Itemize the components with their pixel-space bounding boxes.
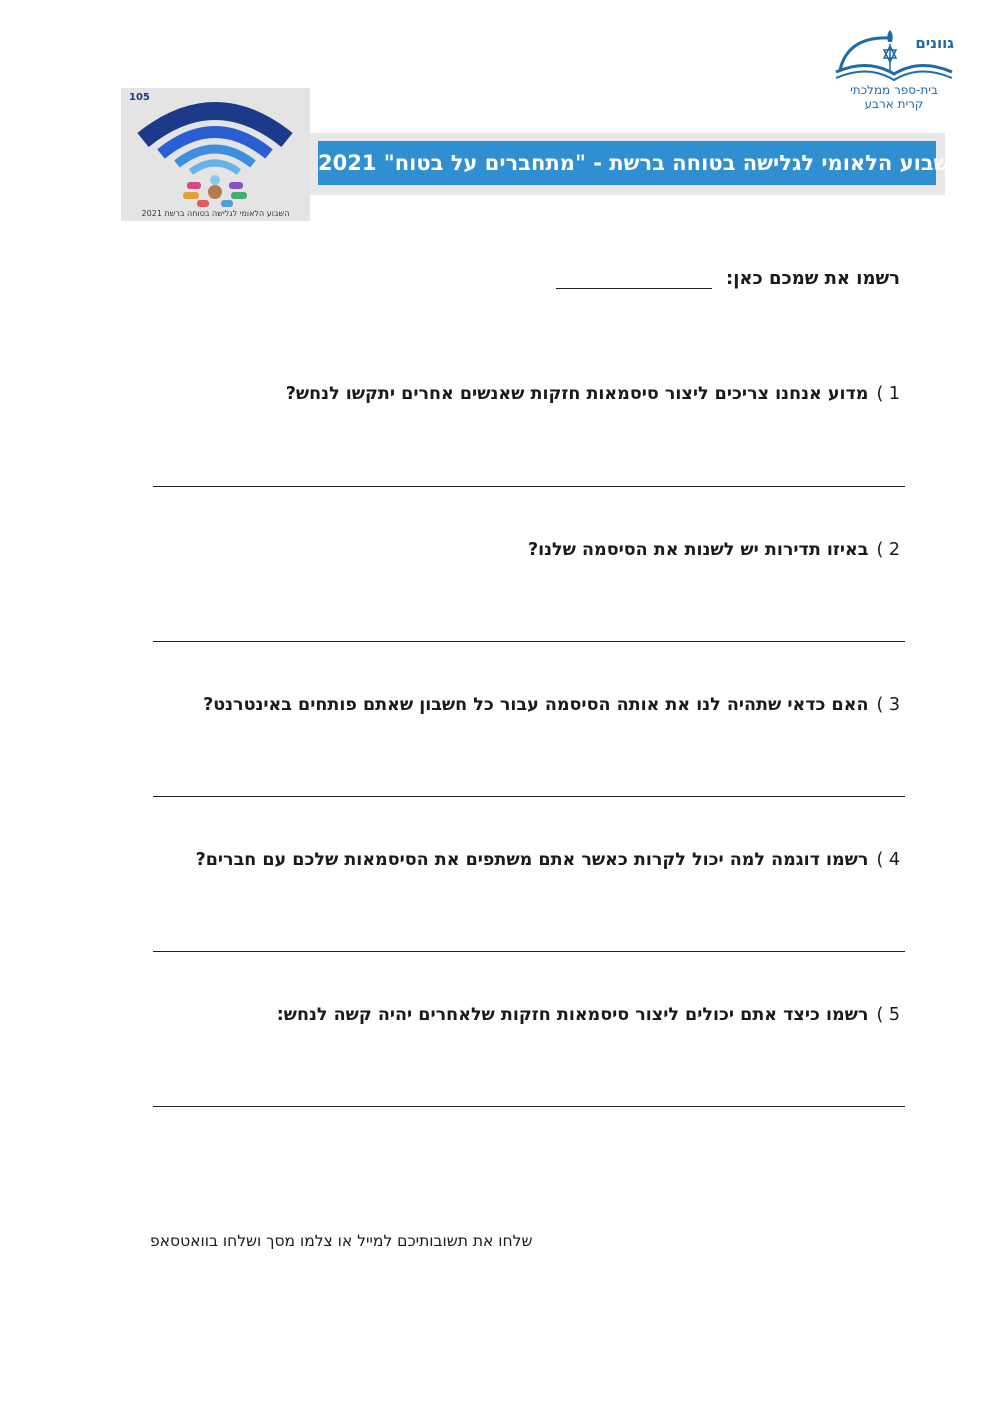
question-1: [286, 384, 900, 404]
name-row: [556, 266, 900, 289]
question-5: [277, 1005, 900, 1025]
question-text: רשמו כיצד אתם יכולים ליצור סיסמאות חזקות שלאחרים יהיה קשה לנחש:: [276, 1005, 869, 1025]
page-title: השבוע הלאומי לגלישה בטוחה ברשת - "מתחברים על בטוח" 2021: [318, 151, 965, 175]
campaign-image: [121, 88, 310, 221]
name-label: רשמו את שמכם כאן:: [726, 268, 900, 289]
question-text: מדוע אנחנו צריכים ליצור סיסמאות חזקות שאנשים אחרים יתקשו לנחש?: [285, 384, 869, 404]
question-number: 3 ): [876, 695, 900, 715]
question-text: רשמו דוגמה למה יכול לקרות כאשר אתם משתפים את הסיסמאות שלכם עם חברים?: [195, 850, 869, 870]
answer-input-5[interactable]: [153, 1086, 905, 1107]
campaign-badge: 105: [129, 92, 150, 103]
school-city: קרית ארבע: [864, 97, 924, 111]
title-banner: [318, 141, 965, 185]
answer-input-1[interactable]: [153, 466, 905, 487]
name-input[interactable]: [556, 266, 712, 289]
question-4: [196, 850, 900, 870]
question-number: 2 ): [876, 540, 900, 560]
question-3: [203, 695, 900, 715]
answer-input-3[interactable]: [153, 776, 905, 797]
school-name: גוונים: [915, 34, 954, 52]
wifi-hands-icon: [121, 88, 310, 221]
school-logo: [828, 28, 960, 118]
footer-note: שלחו את תשובותיכם למייל או צלמו מסך ושלחו בוואטסאפ: [150, 1232, 533, 1250]
answer-input-2[interactable]: [153, 621, 905, 642]
campaign-caption: השבוע הלאומי לגלישה בטוחה ברשת 2021: [141, 209, 290, 218]
question-number: 4 ): [876, 850, 900, 870]
question-number: 1 ): [876, 384, 900, 404]
question-text: באיזו תדירות יש לשנות את הסיסמה שלנו?: [527, 540, 869, 560]
question-2: [528, 540, 900, 560]
question-number: 5 ): [876, 1005, 900, 1025]
question-text: האם כדאי שתהיה לנו את אותה הסיסמה עבור כל חשבון שאתם פותחים באינטרנט?: [203, 695, 869, 715]
school-type: בית-ספר ממלכתי: [850, 83, 938, 97]
answer-input-4[interactable]: [153, 931, 905, 952]
